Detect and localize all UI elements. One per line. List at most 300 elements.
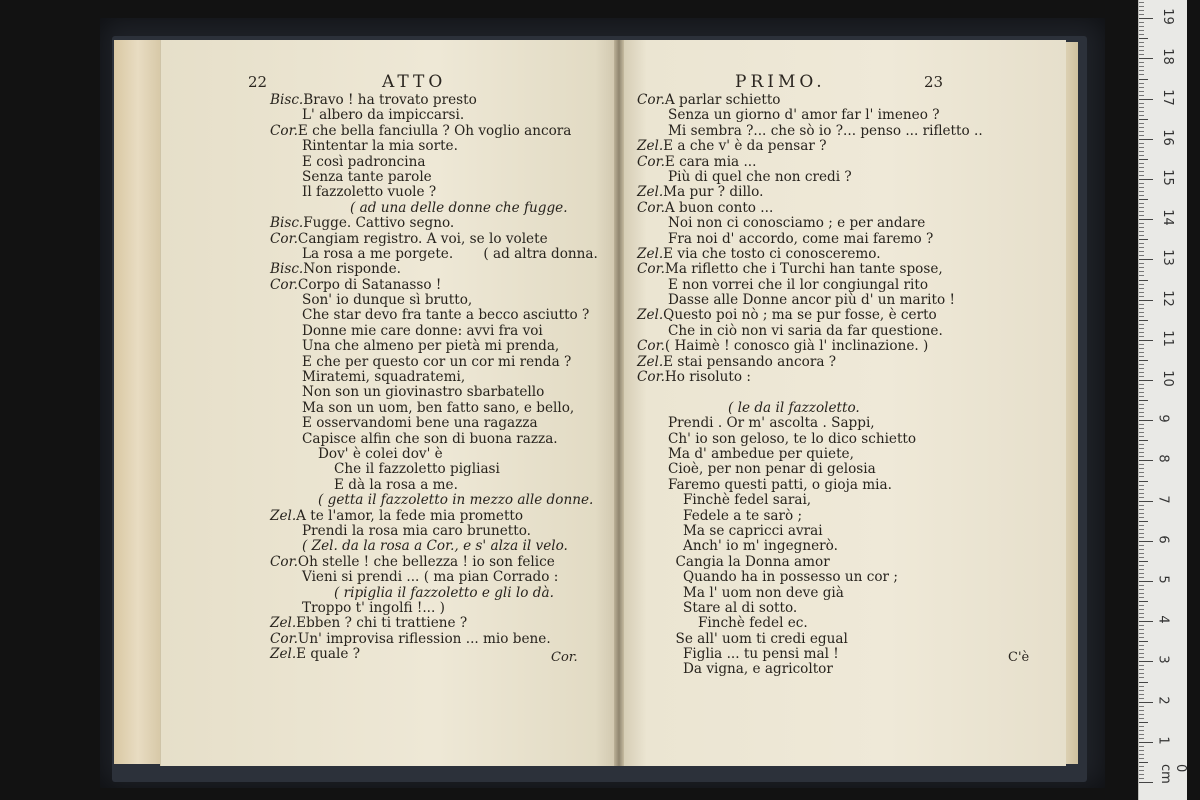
verse-text: Se all' uom ti credi egual: [675, 630, 848, 647]
ruler-tick: [1139, 211, 1144, 212]
ruler-tick: [1139, 38, 1148, 39]
ruler-tick: [1139, 74, 1144, 75]
ruler-tick: [1139, 54, 1144, 55]
ruler-tick: [1139, 167, 1144, 168]
text-line: [637, 616, 1057, 631]
verse-text: Mi sembra ?... che sò io ?... penso ... rifletto ..: [668, 122, 983, 139]
ruler-tick: [1139, 649, 1144, 650]
ruler-tick: [1139, 336, 1144, 337]
text-line: [270, 447, 610, 462]
ruler-label: 12: [1159, 289, 1175, 307]
text-line: [637, 539, 1057, 554]
text-line: [270, 570, 610, 585]
verse-text: Ho risoluto :: [664, 369, 751, 386]
ruler-tick: [1139, 428, 1144, 429]
ruler-tick: [1139, 368, 1144, 369]
verse-text: Che star devo fra tante a becco asciutto ?: [302, 307, 590, 324]
ruler-tick: [1139, 18, 1153, 19]
ruler-tick: [1139, 183, 1144, 184]
ruler-tick: [1139, 364, 1144, 365]
speaker-label: Cor.: [637, 153, 665, 170]
ruler-tick: [1139, 203, 1144, 204]
verse-text: Ma d' ambedue per quiete,: [668, 445, 854, 462]
verse-text: E che per questo cor un cor mi renda ?: [302, 353, 572, 370]
ruler-tick: [1139, 207, 1144, 208]
ruler-tick: [1139, 284, 1144, 285]
text-line: [637, 555, 1057, 570]
ruler-tick: [1139, 251, 1144, 252]
ruler-tick: [1139, 312, 1144, 313]
text-line: [270, 539, 610, 554]
speaker-label: Cor.: [637, 199, 665, 216]
ruler-tick: [1139, 746, 1144, 747]
ruler-tick: [1139, 557, 1144, 558]
text-line: [270, 493, 610, 508]
ruler-label: 11: [1159, 330, 1175, 347]
text-line: [270, 555, 610, 570]
ruler-tick: [1139, 2, 1144, 3]
text-line: [270, 185, 610, 200]
verse-text: Quando ha in possesso un cor ;: [683, 569, 898, 586]
speaker-label: Cor.: [270, 553, 298, 570]
text-line: [637, 493, 1057, 508]
ruler-tick: [1139, 135, 1144, 136]
verse-text: ( Haimè ! conosco già l' inclinazione. ): [664, 338, 929, 355]
text-line: [270, 155, 610, 170]
ruler-tick: [1139, 722, 1148, 723]
left-catchword: Cor.: [551, 650, 578, 665]
verse-text: L' albero da impiccarsi.: [302, 107, 465, 124]
text-line: [270, 278, 610, 293]
text-line: [270, 232, 610, 247]
ruler-tick: [1139, 58, 1153, 59]
speaker-label: Bisc.: [270, 92, 304, 108]
ruler-tick: [1139, 456, 1144, 457]
ruler-tick: [1139, 444, 1144, 445]
ruler-tick: [1139, 292, 1144, 293]
verse-text: A parlar schietto: [664, 92, 781, 108]
text-line: [270, 509, 610, 524]
verse-text: Vieni si prendi ... ( ma pian Corrado :: [302, 569, 559, 586]
ruler-tick: [1139, 139, 1153, 140]
text-line: [637, 462, 1057, 477]
speaker-label: Cor.: [637, 92, 665, 108]
ruler-tick: [1139, 661, 1153, 662]
verse-text: Ma l' uom non deve già: [683, 584, 844, 601]
ruler-tick: [1139, 316, 1144, 317]
ruler-tick: [1139, 497, 1144, 498]
verse-text: Bravo ! ha trovato presto: [303, 92, 477, 108]
ruler-tick: [1139, 328, 1144, 329]
ruler-tick: [1139, 677, 1144, 678]
ruler-label: 19: [1159, 8, 1175, 25]
text-line: [270, 201, 610, 216]
text-line: [637, 278, 1057, 293]
speaker-label: Zel.: [270, 615, 297, 632]
ruler-tick: [1139, 243, 1144, 244]
ruler-tick: [1139, 62, 1144, 63]
ruler-label: 18: [1159, 48, 1175, 66]
verse-text: Che in ciò non vi saria da far questione.: [668, 322, 943, 339]
ruler-tick: [1139, 665, 1144, 666]
speaker-label: Bisc.: [270, 261, 304, 278]
ruler-tick: [1139, 754, 1144, 755]
ruler-tick: [1139, 155, 1144, 156]
text-line: [270, 462, 610, 477]
text-line: [637, 355, 1057, 370]
ruler-tick: [1139, 766, 1144, 767]
ruler-tick: [1139, 577, 1144, 578]
ruler-tick: [1139, 83, 1144, 84]
verse-text: E non vorrei che il lor congiungal rito: [668, 276, 929, 293]
ruler-tick: [1139, 533, 1144, 534]
ruler-tick: [1139, 308, 1144, 309]
text-line: [270, 93, 610, 108]
ruler-tick: [1139, 42, 1144, 43]
ruler-tick: [1139, 91, 1144, 92]
speaker-label: Cor.: [637, 338, 665, 355]
ruler-label: 7: [1155, 494, 1171, 504]
verse-text: Ebben ? chi ti trattiene ?: [296, 615, 468, 632]
text-line: [637, 601, 1057, 616]
ruler-tick: [1139, 143, 1144, 144]
ruler-tick: [1139, 50, 1144, 51]
ruler-label: 3: [1155, 655, 1171, 665]
ruler-tick: [1139, 30, 1144, 31]
ruler-tick: [1139, 641, 1148, 642]
ruler-tick: [1139, 762, 1148, 763]
verse-text: Ma se capricci avrai: [683, 522, 823, 539]
ruler-tick: [1139, 111, 1144, 112]
ruler-tick: [1139, 468, 1144, 469]
ruler-tick: [1139, 702, 1153, 703]
text-line: [637, 401, 1057, 416]
verse-text: E a che v' è da pensar ?: [663, 138, 827, 155]
stage-direction: ( ripiglia il fazzoletto e gli lo dà.: [334, 584, 554, 601]
ruler-tick: [1139, 505, 1144, 506]
ruler-tick: [1139, 10, 1144, 11]
speaker-label: Zel.: [637, 138, 664, 155]
ruler-tick: [1139, 388, 1144, 389]
ruler-tick: [1139, 742, 1153, 743]
text-line: [637, 308, 1057, 323]
verse-text: Cioè, per non penar di gelosia: [668, 461, 876, 478]
verse-text: Troppo t' ingolfi !... ): [302, 599, 445, 616]
text-line: [270, 355, 610, 370]
left-page-text: [270, 93, 610, 662]
text-line: [270, 432, 610, 447]
verse-text: La rosa a me porgete. ( ad altra donna.: [302, 245, 598, 262]
text-line: [637, 247, 1057, 262]
ruler-label: 6: [1155, 535, 1171, 544]
verse-text: Ma rifletto che i Turchi han tante spose,: [664, 261, 943, 278]
ruler-tick: [1139, 476, 1144, 477]
ruler-tick: [1139, 147, 1144, 148]
verse-text: Fra noi d' accordo, come mai faremo ?: [668, 230, 934, 247]
text-line: [637, 385, 1057, 400]
speaker-label: Zel.: [270, 646, 297, 663]
ruler-tick: [1139, 231, 1144, 232]
ruler-tick: [1139, 360, 1148, 361]
verse-text: E quale ?: [296, 646, 360, 663]
ruler-tick: [1139, 70, 1144, 71]
ruler-label: 1: [1155, 736, 1171, 745]
ruler-tick: [1139, 573, 1144, 574]
ruler-tick: [1139, 629, 1144, 630]
ruler-label: 16: [1159, 129, 1175, 146]
text-line: [637, 339, 1057, 354]
speaker-label: Cor.: [270, 276, 298, 293]
text-line: [270, 324, 610, 339]
verse-text: Corpo di Satanasso !: [297, 276, 442, 293]
ruler-tick: [1139, 770, 1144, 771]
ruler-tick: [1139, 348, 1144, 349]
ruler-tick: [1139, 569, 1144, 570]
ruler-tick: [1139, 396, 1144, 397]
verse-text: Dov' è colei dov' è: [318, 445, 443, 462]
text-line: [637, 647, 1057, 662]
ruler-tick: [1139, 489, 1144, 490]
verse-text: Capisce alfin che son di buona razza.: [302, 430, 558, 447]
measuring-ruler: [1138, 0, 1187, 800]
speaker-label: Bisc.: [270, 215, 304, 232]
text-line: [270, 139, 610, 154]
verse-text: E che bella fanciulla ? Oh voglio ancora: [297, 122, 572, 139]
text-line: [270, 247, 610, 262]
ruler-tick: [1139, 481, 1148, 482]
verse-text: Fedele a te sarò ;: [683, 507, 803, 524]
ruler-tick: [1139, 637, 1144, 638]
ruler-tick: [1139, 493, 1144, 494]
verse-text: Figlia ... tu pensi mal !: [683, 646, 839, 663]
text-line: [637, 662, 1057, 677]
verse-text: Ma son un uom, ben fatto sano, e bello,: [302, 399, 575, 416]
ruler-tick: [1139, 159, 1148, 160]
ruler-tick: [1139, 255, 1144, 256]
ruler-tick: [1139, 613, 1144, 614]
verse-text: Senza tante parole: [302, 168, 432, 185]
text-line: [270, 632, 610, 647]
ruler-tick: [1139, 621, 1153, 622]
ruler-tick: [1139, 710, 1144, 711]
text-line: [637, 155, 1057, 170]
ruler-tick: [1139, 774, 1144, 775]
ruler-tick: [1139, 686, 1144, 687]
text-line: [270, 124, 610, 139]
text-line: [637, 447, 1057, 462]
ruler-label: 10: [1159, 370, 1175, 387]
verse-text: Finchè fedel ec.: [698, 615, 808, 632]
ruler-tick: [1139, 66, 1144, 67]
verse-text: E osservandomi bene una ragazza: [302, 415, 538, 432]
ruler-tick: [1139, 344, 1144, 345]
ruler-tick: [1139, 436, 1144, 437]
text-line: [637, 93, 1057, 108]
verse-text: Il fazzoletto vuole ?: [302, 184, 437, 201]
text-line: [637, 524, 1057, 539]
ruler-tick: [1139, 460, 1153, 461]
ruler-tick: [1139, 179, 1153, 180]
text-line: [637, 108, 1057, 123]
ruler-tick: [1139, 734, 1144, 735]
speaker-label: Zel.: [637, 353, 664, 370]
verse-text: Donne mie care donne: avvi fra voi: [302, 322, 543, 339]
ruler-tick: [1139, 412, 1144, 413]
text-line: [637, 416, 1057, 431]
ruler-tick: [1139, 195, 1144, 196]
text-line: [637, 432, 1057, 447]
ruler-tick: [1139, 288, 1144, 289]
ruler-tick: [1139, 758, 1144, 759]
speaker-label: Cor.: [270, 630, 298, 647]
ruler-tick: [1139, 581, 1153, 582]
verse-text: Noi non ci conosciamo ; e per andare: [668, 215, 926, 232]
ruler-tick: [1139, 537, 1144, 538]
ruler-tick: [1139, 22, 1144, 23]
ruler-tick: [1139, 119, 1148, 120]
ruler-tick: [1139, 115, 1144, 116]
ruler-tick: [1139, 553, 1144, 554]
ruler-tick: [1139, 163, 1144, 164]
ruler-tick: [1139, 509, 1144, 510]
verse-text: Fugge. Cattivo segno.: [303, 215, 455, 232]
ruler-tick: [1139, 239, 1148, 240]
text-line: [270, 616, 610, 631]
right-catchword: C'è: [1008, 650, 1030, 665]
speaker-label: Cor.: [637, 261, 665, 278]
verse-text: E così padroncina: [302, 153, 426, 170]
ruler-tick: [1139, 782, 1153, 783]
ruler-tick: [1139, 95, 1144, 96]
ruler-tick: [1139, 34, 1144, 35]
verse-text: Più di quel che non credi ?: [668, 168, 852, 185]
ruler-tick: [1139, 227, 1144, 228]
ruler-tick: [1139, 376, 1144, 377]
ruler-tick: [1139, 404, 1144, 405]
ruler-tick: [1139, 585, 1144, 586]
ruler-tick: [1139, 625, 1144, 626]
ruler-tick: [1139, 617, 1144, 618]
text-line: [637, 139, 1057, 154]
ruler-tick: [1139, 690, 1144, 691]
ruler-tick: [1139, 400, 1148, 401]
ruler-tick: [1139, 267, 1144, 268]
ruler-tick: [1139, 215, 1144, 216]
ruler-tick: [1139, 191, 1144, 192]
ruler-tick: [1139, 79, 1148, 80]
ruler-tick: [1139, 669, 1144, 670]
ruler-tick: [1139, 561, 1148, 562]
verse-text: Non risponde.: [303, 261, 401, 278]
speaker-label: Cor.: [270, 122, 298, 139]
ruler-tick: [1139, 151, 1144, 152]
text-line: [637, 324, 1057, 339]
ruler-tick: [1139, 750, 1144, 751]
ruler-tick: [1139, 392, 1144, 393]
ruler-tick: [1139, 99, 1153, 100]
verse-text: Da vigna, e agricoltor: [683, 661, 833, 678]
stage-direction: ( ad una delle donne che fugge.: [350, 199, 568, 216]
ruler-tick: [1139, 384, 1144, 385]
text-line: [637, 478, 1057, 493]
ruler-tick: [1139, 408, 1144, 409]
text-line: [270, 601, 610, 616]
right-page-number: 23: [924, 73, 944, 91]
ruler-tick: [1139, 545, 1144, 546]
ruler-label: 8: [1155, 454, 1171, 464]
ruler-tick: [1139, 472, 1144, 473]
text-line: [637, 262, 1057, 277]
ruler-label: 13: [1159, 249, 1175, 267]
ruler-tick: [1139, 521, 1148, 522]
text-line: [270, 401, 610, 416]
ruler-tick: [1139, 589, 1144, 590]
ruler-tick: [1139, 127, 1144, 128]
ruler-tick: [1139, 300, 1153, 301]
ruler-tick: [1139, 698, 1144, 699]
book-gutter: [614, 40, 624, 766]
ruler-tick: [1139, 26, 1144, 27]
ruler-tick: [1139, 324, 1144, 325]
text-line: [637, 570, 1057, 585]
ruler-tick: [1139, 452, 1144, 453]
ruler-tick: [1139, 778, 1144, 779]
ruler-tick: [1139, 380, 1153, 381]
speaker-label: Zel.: [270, 507, 297, 524]
verse-text: Che il fazzoletto pigliasi: [334, 461, 500, 478]
text-line: [637, 370, 1057, 385]
verse-text: E stai pensando ancora ?: [663, 353, 837, 370]
text-line: [637, 509, 1057, 524]
ruler-tick: [1139, 738, 1144, 739]
ruler-tick: [1139, 513, 1144, 514]
verse-text: Prendi la rosa mia caro brunetto.: [302, 522, 532, 539]
ruler-tick: [1139, 432, 1144, 433]
ruler-tick: [1139, 271, 1144, 272]
text-line: [637, 170, 1057, 185]
ruler-tick: [1139, 14, 1144, 15]
stage-direction: ( getta il fazzoletto in mezzo alle donne.: [318, 492, 594, 509]
verse-text: E via che tosto ci conosceremo.: [663, 245, 881, 262]
ruler-tick: [1139, 247, 1144, 248]
speaker-label: Cor.: [637, 369, 665, 386]
ruler-tick: [1139, 372, 1144, 373]
ruler-tick: [1139, 597, 1144, 598]
text-line: [270, 262, 610, 277]
ruler-tick: [1139, 356, 1144, 357]
text-line: [637, 293, 1057, 308]
verse-text: Cangiam registro. A voi, se lo volete: [297, 230, 548, 247]
ruler-tick: [1139, 280, 1148, 281]
ruler-tick: [1139, 332, 1144, 333]
verse-text: Oh stelle ! che bellezza ! io son felice: [297, 553, 555, 570]
ruler-tick: [1139, 682, 1148, 683]
ruler-tick: [1139, 416, 1144, 417]
verse-text: Senza un giorno d' amor far l' imeneo ?: [668, 107, 940, 124]
ruler-tick: [1139, 171, 1144, 172]
ruler-tick: [1139, 706, 1144, 707]
ruler-tick: [1139, 694, 1144, 695]
verse-text: Cangia la Donna amor: [675, 553, 830, 570]
verse-text: Un' improvisa riflession ... mio bene.: [297, 630, 551, 647]
text-line: [270, 308, 610, 323]
text-line: [270, 370, 610, 385]
ruler-tick: [1139, 609, 1144, 610]
ruler-tick: [1139, 718, 1144, 719]
ruler-tick: [1139, 633, 1144, 634]
ruler-tick: [1139, 123, 1144, 124]
text-line: [270, 216, 610, 231]
